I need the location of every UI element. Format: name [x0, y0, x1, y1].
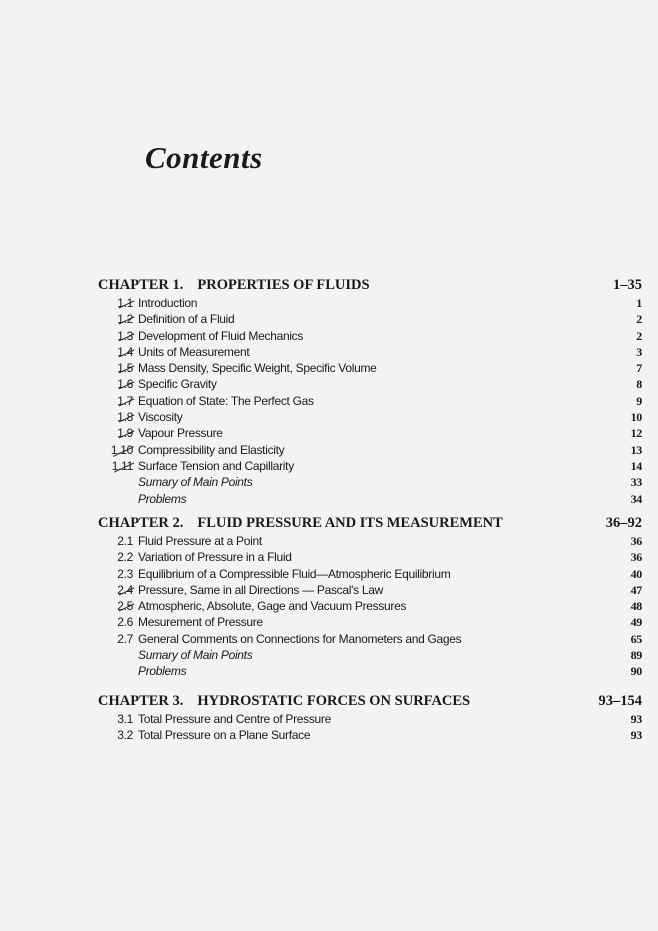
toc-entry — [98, 474, 642, 490]
toc-entry — [98, 409, 642, 425]
section-number-text: 3.2 — [117, 728, 133, 743]
toc-entry — [98, 393, 642, 409]
section-number-text: 1.9 — [117, 426, 133, 441]
toc-entry — [98, 614, 642, 630]
section-number-text: 1.5 — [117, 361, 133, 376]
section-number-text: 2.2 — [117, 550, 133, 565]
section-title: Compressibility and Elasticity — [138, 442, 285, 457]
section-number — [98, 474, 138, 490]
toc-entry — [98, 647, 642, 663]
page-title: Contents — [145, 140, 263, 175]
section-title: Problems — [138, 491, 187, 506]
toc-entry — [98, 311, 642, 327]
section-title: Specific Gravity — [138, 377, 217, 392]
section-title: Surface Tension and Capillarity — [138, 458, 294, 473]
chapter-page-range: 1–35 — [613, 277, 642, 293]
section-title: Problems — [138, 664, 187, 679]
page-number: 47 — [630, 582, 642, 597]
section-number-text: 1.6 — [117, 377, 133, 392]
section-title: Fluid Pressure at a Point — [138, 534, 262, 548]
toc-entry — [98, 727, 642, 743]
page-number: 2 — [636, 328, 642, 343]
section-number — [98, 425, 138, 441]
section-number-text: 1.1 — [117, 296, 133, 310]
section-number-text: 2.1 — [117, 534, 133, 548]
toc-entry — [98, 549, 642, 565]
chapter-title — [98, 692, 484, 711]
section-number-text: 2.4 — [117, 582, 133, 597]
chapter-3-section — [98, 692, 642, 744]
toc-entry — [98, 425, 642, 441]
chapter-name: PROPERTIES OF FLUIDS — [197, 277, 370, 293]
toc-entry — [98, 458, 642, 474]
page-number: 49 — [630, 615, 642, 630]
page-number: 14 — [630, 458, 642, 473]
section-number — [98, 328, 138, 344]
page-number: 2 — [636, 312, 642, 327]
chapter-heading — [98, 276, 642, 295]
chapter-name: FLUID PRESSURE AND ITS MEASUREMENT — [197, 515, 503, 531]
chapter-heading — [98, 692, 642, 711]
toc-entry — [98, 631, 642, 647]
chapter-label: CHAPTER 1. — [98, 277, 184, 293]
section-title: Units of Measurement — [138, 344, 250, 359]
chapter-title — [98, 514, 517, 533]
page-number: 40 — [630, 566, 642, 581]
section-title: Equilibrium of a Compressible Fluid—Atmospheric Equilibrium — [138, 566, 451, 581]
chapter-2-section — [98, 514, 642, 680]
section-number — [98, 727, 138, 743]
chapter-heading — [98, 514, 642, 533]
chapter-page-range: 36–92 — [605, 515, 642, 531]
section-number-text: 1.7 — [117, 393, 133, 408]
toc-entry — [98, 711, 642, 727]
section-title: Development of Fluid Mechanics — [138, 328, 304, 343]
page-number: 65 — [630, 631, 642, 646]
section-number — [98, 549, 138, 565]
page-number: 1 — [636, 296, 642, 310]
toc-entry — [98, 360, 642, 376]
section-number-text: 2.6 — [117, 615, 133, 630]
page-number: 7 — [636, 361, 642, 376]
section-title: Equation of State: The Perfect Gas — [138, 393, 314, 408]
section-title: Introduction — [138, 296, 198, 310]
section-number — [98, 663, 138, 679]
chapter-label: CHAPTER 3. — [98, 693, 184, 709]
toc-entry — [98, 566, 642, 582]
section-title: Definition of a Fluid — [138, 312, 235, 327]
section-number-text: 3.1 — [117, 712, 133, 726]
section-number — [98, 533, 138, 549]
section-number-text: 1.8 — [117, 410, 133, 425]
page-number: 9 — [636, 393, 642, 408]
section-number — [98, 491, 138, 507]
section-title: Pressure, Same in all Directions — Pascal's Law — [138, 582, 383, 597]
section-number-text: 1.10 — [110, 442, 133, 457]
section-title: Vapour Pressure — [138, 426, 223, 441]
section-title: Sumary of Main Points — [138, 648, 253, 663]
section-title: Variation of Pressure in a Fluid — [138, 550, 292, 565]
page-number: 93 — [630, 712, 642, 726]
section-title: Viscosity — [138, 410, 183, 425]
section-number — [98, 458, 138, 474]
toc-entry — [98, 491, 642, 507]
toc-entry — [98, 442, 642, 458]
page-number: 34 — [630, 491, 642, 506]
section-number — [98, 376, 138, 392]
section-number — [98, 582, 138, 598]
toc-entry — [98, 328, 642, 344]
chapter-page-range: 93–154 — [598, 693, 642, 709]
toc-entry — [98, 344, 642, 360]
section-number — [98, 295, 138, 311]
section-number-text: 1.11 — [111, 458, 133, 473]
section-title: Sumary of Main Points — [138, 475, 253, 490]
section-number — [98, 442, 138, 458]
section-number — [98, 598, 138, 614]
section-number — [98, 711, 138, 727]
page-number: 93 — [630, 728, 642, 743]
page-number: 90 — [630, 664, 642, 679]
toc-entry — [98, 295, 642, 311]
section-number — [98, 409, 138, 425]
section-number — [98, 647, 138, 663]
section-number-text: 1.2 — [117, 312, 133, 327]
page-number: 12 — [630, 426, 642, 441]
page-number: 89 — [630, 648, 642, 663]
section-title: Atmospheric, Absolute, Gage and Vacuum Pressures — [138, 599, 407, 614]
section-number-text: 1.3 — [117, 328, 133, 343]
chapter-label: CHAPTER 2. — [98, 515, 184, 531]
toc-entry — [98, 582, 642, 598]
section-number — [98, 360, 138, 376]
section-number-text: 2.3 — [117, 566, 133, 581]
chapter-1-section — [98, 276, 642, 507]
page-number: 36 — [630, 534, 642, 548]
section-title: Total Pressure on a Plane Surface — [138, 728, 311, 743]
section-number — [98, 631, 138, 647]
section-number-text: 2.7 — [117, 631, 133, 646]
section-number — [98, 344, 138, 360]
page-number: 48 — [630, 599, 642, 614]
page-number: 3 — [636, 344, 642, 359]
chapter-name: HYDROSTATIC FORCES ON SURFACES — [197, 693, 471, 709]
toc-entry — [98, 376, 642, 392]
chapter-title — [98, 276, 384, 295]
section-title: Total Pressure and Centre of Pressure — [138, 712, 332, 726]
page-number: 33 — [630, 475, 642, 490]
section-number — [98, 393, 138, 409]
toc-entry — [98, 533, 642, 549]
section-title: Mass Density, Specific Weight, Specific Volume — [138, 361, 377, 376]
page-number: 36 — [630, 550, 642, 565]
section-title: Mesurement of Pressure — [138, 615, 263, 630]
toc-entry — [98, 663, 642, 679]
section-number — [98, 614, 138, 630]
page-number: 8 — [636, 377, 642, 392]
section-number-text: 2.5 — [117, 599, 133, 614]
toc-entry — [98, 598, 642, 614]
section-number — [98, 311, 138, 327]
section-title: General Comments on Connections for Manometers and Gages — [138, 631, 462, 646]
section-number — [98, 566, 138, 582]
section-number-text: 1.4 — [117, 344, 133, 359]
page-number: 10 — [630, 410, 642, 425]
page-number: 13 — [630, 442, 642, 457]
